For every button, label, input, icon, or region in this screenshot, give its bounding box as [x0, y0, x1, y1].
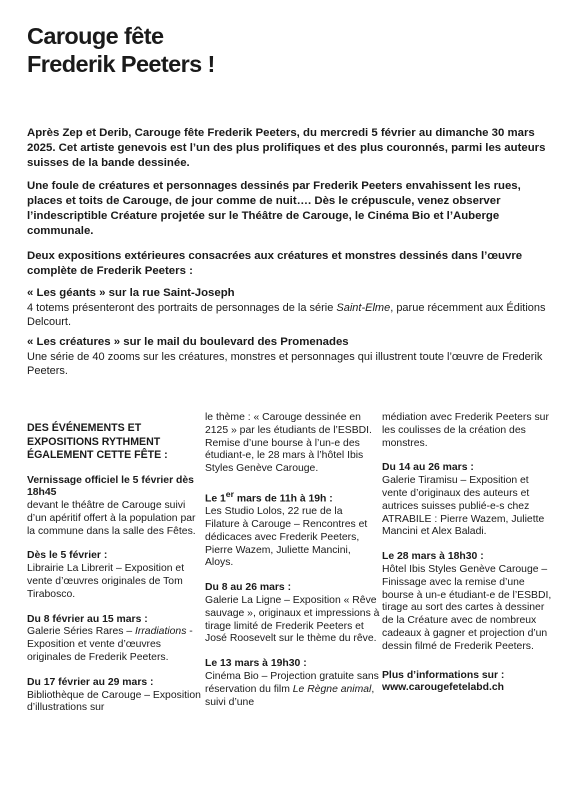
event-date: Du 8 février au 15 mars :: [27, 613, 148, 625]
desc-text: Cinéma Bio – Projection gratuite sans réservation du film: [205, 671, 379, 695]
event-item: [27, 677, 202, 715]
event-date: Dès le 5 février :: [27, 550, 108, 562]
date-text: Le 1: [205, 493, 226, 505]
exhibition-location: sur le mail du boulevard des Promenades: [120, 336, 349, 348]
event-description: [205, 671, 380, 709]
intro-section: [27, 126, 549, 384]
event-date: Le 28 mars à 18h30 :: [382, 551, 484, 563]
event-item: [205, 582, 380, 646]
event-description: [27, 626, 202, 664]
website-link[interactable]: www.carougefetelabd.ch: [382, 682, 505, 694]
event-description: Galerie Tiramisu – Exposition et vente d’originaux des auteurs et autrices suisses publié-e-s chez ATRABILE : Pierre Wazem, Juliette Mancini et Alex Baladi.: [382, 475, 545, 538]
events-column-2: [205, 412, 380, 721]
event-item: [382, 551, 552, 653]
events-column-1: [27, 422, 202, 727]
event-date: [205, 488, 380, 506]
event-description: Librairie La Librerit – Exposition et vente d’œuvres originales de Tom Tirabosco.: [27, 563, 185, 600]
desc-italic: Irradiations: [135, 626, 187, 638]
event-description: le thème : « Carouge dessinée en 2125 » par les étudiants de l’ESBDI. Remise d’une bourse à l’un-e des étudiant-e, le 28 mars à l’hôtel Ibis Styles Genève Carouge.: [205, 412, 372, 475]
event-item: [205, 412, 380, 476]
exhibition-title: [27, 335, 549, 350]
event-item: [382, 462, 552, 539]
desc-text: Galerie Séries Rares –: [27, 626, 135, 638]
event-description: devant le théâtre de Carouge suivi d’un apéritif offert à la population par la commune dans la salle des Fêtes.: [27, 500, 196, 537]
more-info-label: Plus d’informations sur :: [382, 669, 505, 681]
event-description: Hôtel Ibis Styles Genève Carouge – Finissage avec la remise d’une bourse à un-e étudiant-e de l’ESBDI, tirage au sort des cartes à dessiner de la Créature avec de nombreux cadeaux à gagner et projection d’un dessin filmé de Frederik Peeters.: [382, 563, 552, 652]
exhibition-location: sur la rue Saint-Joseph: [105, 287, 235, 299]
intro-paragraph: Après Zep et Derib, Carouge fête Frederik Peeters, du mercredi 5 février au dimanche 30 mars 2025. Cet artiste genevois est l’un des plus prolifiques et des plus couronnés, parmi les auteurs suisses de la bande dessinée.: [27, 127, 546, 169]
event-item: [27, 550, 202, 601]
event-description: Bibliothèque de Carouge – Exposition d’illustrations sur: [27, 689, 201, 714]
desc-italic: Saint-Elme: [336, 302, 391, 314]
event-description: Les Studio Lolos, 22 rue de la Filature à Carouge – Rencontres et dédicaces avec Frederik Peeters, Pierre Wazem, Juliette Mancini, Aloys.: [205, 506, 368, 569]
events-heading: DES ÉVÉNEMENTS ET EXPOSITIONS RYTHMENT ÉGALEMENT CETTE FÊTE :: [27, 422, 168, 461]
event-date: Du 8 au 26 mars :: [205, 582, 292, 594]
events-column-3: [382, 412, 552, 695]
exhibition-geants: [27, 286, 549, 329]
title-line-2: Frederik Peeters !: [27, 51, 215, 77]
exhibition-name: « Les créatures »: [27, 336, 121, 348]
event-description: médiation avec Frederik Peeters sur les coulisses de la création des monstres.: [382, 412, 549, 449]
exhibition-title: [27, 286, 549, 301]
event-description: Galerie La Ligne – Exposition « Rêve sauvage », originaux et impressions à tirage limité de Frederik Peeters et José Roosevelt sur le thème du rêve.: [205, 595, 380, 645]
event-item: [205, 658, 380, 709]
desc-text: Une série de 40 zooms sur les créatures, monstres et personnages qui illustrent toute l’œuvre de Frederik Peeters.: [27, 351, 543, 377]
title-line-1: Carouge fête: [27, 23, 164, 49]
intro-paragraph: Deux expositions extérieures consacrées aux créatures et monstres dessinés dans l’œuvre complète de Frederik Peeters :: [27, 250, 523, 277]
exhibition-description: [27, 301, 549, 329]
event-item: [27, 475, 202, 539]
desc-italic: Le Règne animal: [292, 683, 372, 695]
desc-text: , parue récemment aux Éditions Delcourt.: [27, 302, 546, 328]
date-superscript: er: [225, 488, 234, 499]
date-text: mars de 11h à 19h :: [233, 493, 333, 505]
event-date: Vernissage officiel le 5 février dès 18h45: [27, 474, 194, 499]
event-item: [382, 412, 552, 450]
exhibition-description: [27, 350, 549, 378]
exhibition-name: « Les géants »: [27, 287, 106, 299]
intro-paragraph: Une foule de créatures et personnages dessinés par Frederik Peeters envahissent les rues, places et toits de Carouge, de jour comme de nuit…. Dès le crépuscule, venez observer l’indescriptible Créature projetée sur le Théâtre de Carouge, le Cinéma Bio et l’Auberge communale.: [27, 180, 521, 237]
page-title: [27, 22, 215, 78]
exhibition-creatures: [27, 335, 549, 378]
event-date: Du 17 février au 29 mars :: [27, 676, 154, 688]
desc-text: , suivi d’une: [205, 683, 375, 708]
event-item: [27, 614, 202, 665]
event-date: Le 13 mars à 19h30 :: [205, 658, 307, 670]
more-info: [382, 670, 552, 696]
event-date: Du 14 au 26 mars :: [382, 462, 474, 474]
event-item: [205, 488, 380, 570]
desc-text: - Exposition et vente d’œuvres originales de Frederik Peeters.: [27, 626, 193, 664]
desc-text: 4 totems présenteront des portraits de personnages de la série: [27, 302, 337, 314]
